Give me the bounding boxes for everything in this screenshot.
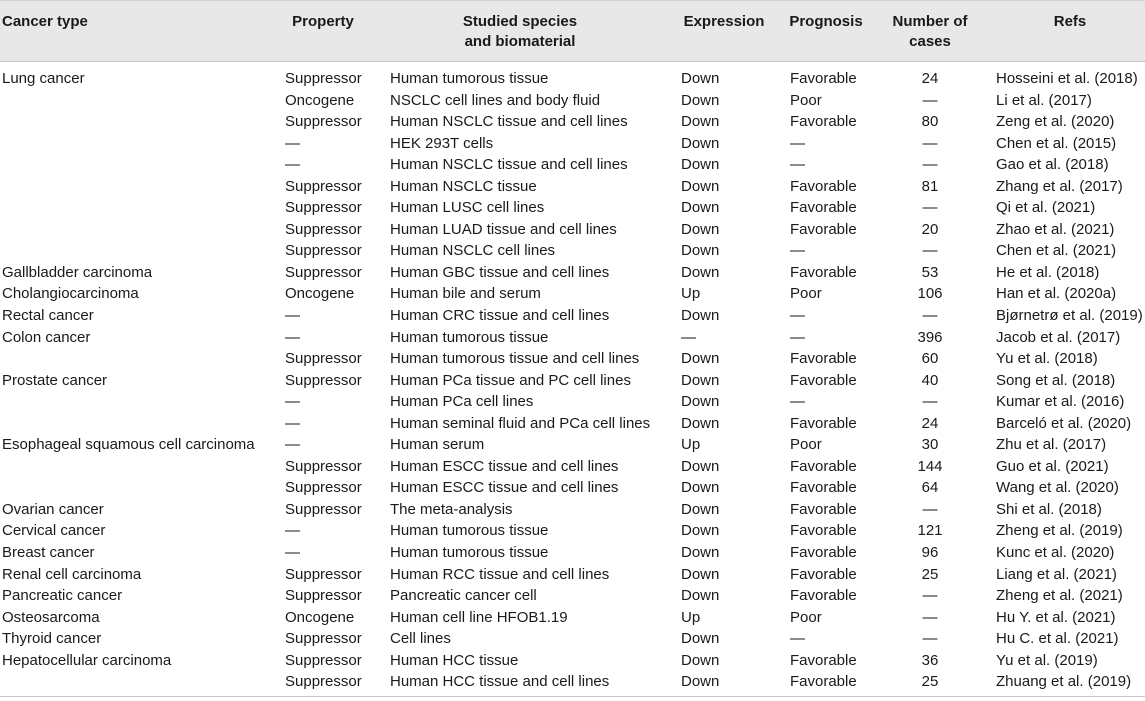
cell-refs: Hu C. et al. (2021): [996, 630, 1119, 648]
cell-refs: Jacob et al. (2017): [996, 328, 1121, 346]
cell-expression: Down: [681, 414, 720, 432]
cell-property: Oncogene: [285, 608, 355, 626]
table-row: [0, 564, 1145, 586]
cell-prognosis: Favorable: [790, 350, 857, 368]
cell-prognosis: Favorable: [790, 177, 857, 195]
cell-prognosis: Favorable: [790, 371, 857, 389]
cell-refs: Zhuang et al. (2019): [996, 673, 1132, 691]
cell-prognosis: Favorable: [790, 565, 857, 583]
cell-property: Suppressor: [285, 457, 362, 475]
cell-expression: Down: [681, 371, 720, 389]
cell-property: Suppressor: [285, 242, 362, 260]
cell-prognosis: Favorable: [790, 113, 857, 131]
cell-species: The meta-analysis: [390, 500, 513, 518]
table-row: [0, 370, 1145, 392]
cell-species: Human ESCC tissue and cell lines: [390, 457, 619, 475]
cell-expression: Down: [681, 263, 720, 281]
cell-cases: 40: [921, 371, 939, 389]
cell-refs: Liang et al. (2021): [996, 565, 1117, 583]
table-row: [0, 111, 1145, 133]
table-row: [0, 391, 1145, 413]
cell-species: Human NSCLC tissue: [390, 177, 537, 195]
cell-refs: Chen et al. (2021): [996, 242, 1117, 260]
header-expression: Expression: [683, 13, 765, 30]
cell-refs: Guo et al. (2021): [996, 457, 1109, 475]
cell-expression: Down: [681, 673, 720, 691]
cell-expression: Down: [681, 393, 720, 411]
header-species-line1: Studied species: [462, 13, 578, 30]
header-prognosis: Prognosis: [789, 13, 863, 30]
cell-prognosis: Favorable: [790, 673, 857, 691]
cell-prognosis: —: [790, 134, 805, 152]
cell-expression: Down: [681, 500, 720, 518]
cell-cases: 396: [917, 328, 943, 346]
header-cancer-type: Cancer type: [2, 13, 88, 30]
cell-species: Human tumorous tissue: [390, 522, 549, 540]
cell-property: Suppressor: [285, 70, 362, 87]
table-row: [0, 240, 1145, 262]
cell-refs: Yu et al. (2018): [996, 350, 1098, 368]
cell-species: Human bile and serum: [390, 285, 541, 303]
cell-expression: Down: [681, 177, 720, 195]
table-row: [0, 348, 1145, 370]
cell-property: Suppressor: [285, 479, 362, 497]
cell-cases: 36: [921, 651, 939, 669]
cell-property: —: [285, 307, 300, 325]
cell-refs: Zhao et al. (2021): [996, 220, 1115, 238]
cell-refs: Zeng et al. (2020): [996, 113, 1115, 131]
cell-expression: Down: [681, 479, 720, 497]
cell-property: Suppressor: [285, 113, 362, 131]
table-body: [0, 68, 1145, 693]
table-row: [0, 262, 1145, 284]
cell-cases: 25: [921, 565, 939, 583]
cell-prognosis: Poor: [790, 91, 822, 109]
cell-cases: 121: [917, 522, 943, 540]
cell-species: Human PCa cell lines: [390, 393, 534, 411]
cell-cases: —: [922, 156, 938, 174]
cell-cases: 144: [917, 457, 943, 475]
header-cases-line1: Number of: [892, 13, 968, 30]
cell-species: Human tumorous tissue and cell lines: [390, 350, 640, 368]
cell-prognosis: Favorable: [790, 500, 857, 518]
table-row: [0, 650, 1145, 672]
cell-cases: —: [922, 630, 938, 648]
cell-cases: 20: [921, 220, 939, 238]
cell-prognosis: Favorable: [790, 522, 857, 540]
cell-property: Suppressor: [285, 371, 362, 389]
cell-refs: Bjørnetrø et al. (2019): [996, 307, 1143, 325]
header-species: [430, 12, 610, 52]
cell-property: Suppressor: [285, 350, 362, 368]
cell-cancer-type: Osteosarcoma: [2, 608, 100, 626]
table-row: [0, 607, 1145, 629]
header-species-line2: and biomaterial: [464, 33, 576, 50]
cell-prognosis: Favorable: [790, 544, 857, 562]
table-row: [0, 90, 1145, 112]
cell-property: Suppressor: [285, 565, 362, 583]
cell-property: Oncogene: [285, 285, 355, 303]
cell-refs: Zhu et al. (2017): [996, 436, 1107, 454]
cell-species: Human GBC tissue and cell lines: [390, 263, 610, 281]
cell-expression: Down: [681, 544, 720, 562]
cell-species: Human HCC tissue: [390, 651, 519, 669]
table-row: [0, 197, 1145, 219]
cell-expression: Down: [681, 522, 720, 540]
cell-prognosis: Favorable: [790, 263, 857, 281]
cell-cases: —: [922, 608, 938, 626]
cell-prognosis: Favorable: [790, 651, 857, 669]
cell-property: —: [285, 522, 300, 540]
cell-cases: 24: [921, 414, 939, 432]
header-property: Property: [292, 13, 354, 30]
cell-cases: 60: [921, 350, 939, 368]
cell-prognosis: —: [790, 156, 805, 174]
cell-property: —: [285, 436, 300, 454]
cell-refs: Li et al. (2017): [996, 91, 1092, 109]
cell-property: Suppressor: [285, 651, 362, 669]
cell-prognosis: Favorable: [790, 587, 857, 605]
cell-prognosis: Favorable: [790, 457, 857, 475]
cell-species: Human serum: [390, 436, 485, 454]
cell-property: Suppressor: [285, 630, 362, 648]
table-bottom-rule: [0, 696, 1145, 697]
cell-refs: Shi et al. (2018): [996, 500, 1102, 518]
cell-refs: Han et al. (2020a): [996, 285, 1117, 303]
cell-refs: Kunc et al. (2020): [996, 544, 1115, 562]
cell-species: Human NSCLC tissue and cell lines: [390, 113, 628, 131]
cell-property: —: [285, 156, 300, 174]
cell-property: Suppressor: [285, 263, 362, 281]
cell-expression: Up: [681, 436, 701, 454]
cell-refs: Song et al. (2018): [996, 371, 1116, 389]
cell-refs: Qi et al. (2021): [996, 199, 1096, 217]
table-row: [0, 434, 1145, 456]
cell-refs: Zhang et al. (2017): [996, 177, 1123, 195]
cell-property: Suppressor: [285, 199, 362, 217]
cell-prognosis: —: [790, 242, 805, 260]
cell-cases: —: [922, 500, 938, 518]
cell-cases: —: [922, 199, 938, 217]
cell-cancer-type: Ovarian cancer: [2, 500, 104, 518]
cell-property: Suppressor: [285, 673, 362, 691]
cell-property: —: [285, 544, 300, 562]
cell-property: —: [285, 134, 300, 152]
cell-cases: 80: [921, 113, 939, 131]
cell-expression: Down: [681, 134, 720, 152]
table-row: [0, 628, 1145, 650]
cell-property: Suppressor: [285, 587, 362, 605]
cell-expression: Down: [681, 350, 720, 368]
cell-expression: Down: [681, 156, 720, 174]
table-row: [0, 68, 1145, 90]
cell-cases: 64: [921, 479, 939, 497]
cell-refs: Hosseini et al. (2018): [996, 70, 1138, 87]
cell-species: Human seminal fluid and PCa cell lines: [390, 414, 651, 432]
cell-property: —: [285, 414, 300, 432]
cell-cases: 24: [921, 70, 939, 87]
cell-refs: Hu Y. et al. (2021): [996, 608, 1116, 626]
cell-expression: Down: [681, 70, 720, 87]
cell-cases: 106: [917, 285, 943, 303]
cell-cancer-type: Cervical cancer: [2, 522, 106, 540]
cell-expression: Up: [681, 608, 701, 626]
cell-species: Human NSCLC cell lines: [390, 242, 556, 260]
cell-cancer-type: Breast cancer: [2, 544, 95, 562]
cell-expression: Down: [681, 113, 720, 131]
table-row: [0, 219, 1145, 241]
cell-refs: Wang et al. (2020): [996, 479, 1119, 497]
cell-expression: Down: [681, 307, 720, 325]
cell-refs: Zheng et al. (2019): [996, 522, 1123, 540]
table-row: [0, 520, 1145, 542]
cell-cancer-type: Thyroid cancer: [2, 630, 102, 648]
cell-cases: 53: [921, 263, 939, 281]
cell-species: Pancreatic cancer cell: [390, 587, 537, 605]
cell-refs: He et al. (2018): [996, 263, 1100, 281]
cell-species: Human tumorous tissue: [390, 544, 549, 562]
table-row: [0, 477, 1145, 499]
cell-prognosis: Favorable: [790, 479, 857, 497]
cell-cases: 96: [921, 544, 939, 562]
table-row: [0, 154, 1145, 176]
cell-species: NSCLC cell lines and body fluid: [390, 91, 601, 109]
table-row: [0, 456, 1145, 478]
table-row: [0, 305, 1145, 327]
cell-cases: —: [922, 587, 938, 605]
cell-refs: Yu et al. (2019): [996, 651, 1098, 669]
cell-cases: 30: [921, 436, 939, 454]
cell-cancer-type: Renal cell carcinoma: [2, 565, 142, 583]
cell-property: Suppressor: [285, 177, 362, 195]
cell-cancer-type: Esophageal squamous cell carcinoma: [2, 436, 255, 454]
table-row: [0, 413, 1145, 435]
cell-cancer-type: Gallbladder carcinoma: [2, 263, 153, 281]
cell-species: Human LUAD tissue and cell lines: [390, 220, 617, 238]
cell-prognosis: —: [790, 393, 805, 411]
cell-expression: Down: [681, 651, 720, 669]
cell-species: Human LUSC cell lines: [390, 199, 545, 217]
cell-prognosis: Favorable: [790, 220, 857, 238]
cell-species: Cell lines: [390, 630, 451, 648]
cell-species: Human PCa tissue and PC cell lines: [390, 371, 631, 389]
table-row: [0, 542, 1145, 564]
table-row: [0, 671, 1145, 693]
cell-property: Oncogene: [285, 91, 355, 109]
cell-expression: Down: [681, 91, 720, 109]
cell-prognosis: —: [790, 307, 805, 325]
cell-cases: —: [922, 242, 938, 260]
cell-cases: —: [922, 393, 938, 411]
cell-refs: Barceló et al. (2020): [996, 414, 1132, 432]
cell-cancer-type: Colon cancer: [2, 328, 91, 346]
cell-prognosis: Poor: [790, 608, 822, 626]
table-row: [0, 327, 1145, 349]
cell-species: Human ESCC tissue and cell lines: [390, 479, 619, 497]
table-row: [0, 585, 1145, 607]
cell-property: —: [285, 328, 300, 346]
header-refs: Refs: [1053, 13, 1087, 30]
cell-expression: Down: [681, 242, 720, 260]
cell-species: HEK 293T cells: [390, 134, 494, 152]
cell-refs: Chen et al. (2015): [996, 134, 1117, 152]
cell-expression: Down: [681, 199, 720, 217]
cell-prognosis: Favorable: [790, 199, 857, 217]
cell-cancer-type: Cholangiocarcinoma: [2, 285, 139, 303]
cell-cancer-type: Pancreatic cancer: [2, 587, 123, 605]
cell-species: Human CRC tissue and cell lines: [390, 307, 610, 325]
cell-species: Human tumorous tissue: [390, 328, 549, 346]
cell-cases: —: [922, 134, 938, 152]
cell-cancer-type: Prostate cancer: [2, 371, 108, 389]
cell-cases: 25: [921, 673, 939, 691]
cell-prognosis: Favorable: [790, 70, 857, 87]
header-cases: [880, 12, 980, 52]
table-header: [0, 0, 1145, 62]
cell-refs: Kumar et al. (2016): [996, 393, 1125, 411]
cell-prognosis: —: [790, 630, 805, 648]
cell-expression: Down: [681, 457, 720, 475]
cell-species: Human tumorous tissue: [390, 70, 549, 87]
cell-property: —: [285, 393, 300, 411]
cell-species: Human HCC tissue and cell lines: [390, 673, 610, 691]
cell-expression: Down: [681, 565, 720, 583]
cell-cancer-type: Hepatocellular carcinoma: [2, 651, 172, 669]
cell-refs: Gao et al. (2018): [996, 156, 1109, 174]
table-row: [0, 176, 1145, 198]
cell-prognosis: Poor: [790, 285, 822, 303]
cell-expression: Down: [681, 630, 720, 648]
cell-expression: —: [681, 328, 696, 346]
cell-cancer-type: Lung cancer: [2, 70, 85, 87]
cell-refs: Zheng et al. (2021): [996, 587, 1123, 605]
cell-species: Human cell line HFOB1.19: [390, 608, 568, 626]
cell-prognosis: —: [790, 328, 805, 346]
cell-expression: Down: [681, 587, 720, 605]
cell-property: Suppressor: [285, 500, 362, 518]
cell-species: Human NSCLC tissue and cell lines: [390, 156, 628, 174]
cell-cases: —: [922, 307, 938, 325]
table-row: [0, 499, 1145, 521]
cell-species: Human RCC tissue and cell lines: [390, 565, 610, 583]
cell-cases: —: [922, 91, 938, 109]
cell-expression: Down: [681, 220, 720, 238]
table-row: [0, 133, 1145, 155]
cell-cancer-type: Rectal cancer: [2, 307, 94, 325]
cell-cases: 81: [921, 177, 939, 195]
header-cases-line2: cases: [909, 33, 951, 50]
cell-property: Suppressor: [285, 220, 362, 238]
cell-prognosis: Favorable: [790, 414, 857, 432]
cell-expression: Up: [681, 285, 701, 303]
cell-prognosis: Poor: [790, 436, 822, 454]
table-row: [0, 283, 1145, 305]
